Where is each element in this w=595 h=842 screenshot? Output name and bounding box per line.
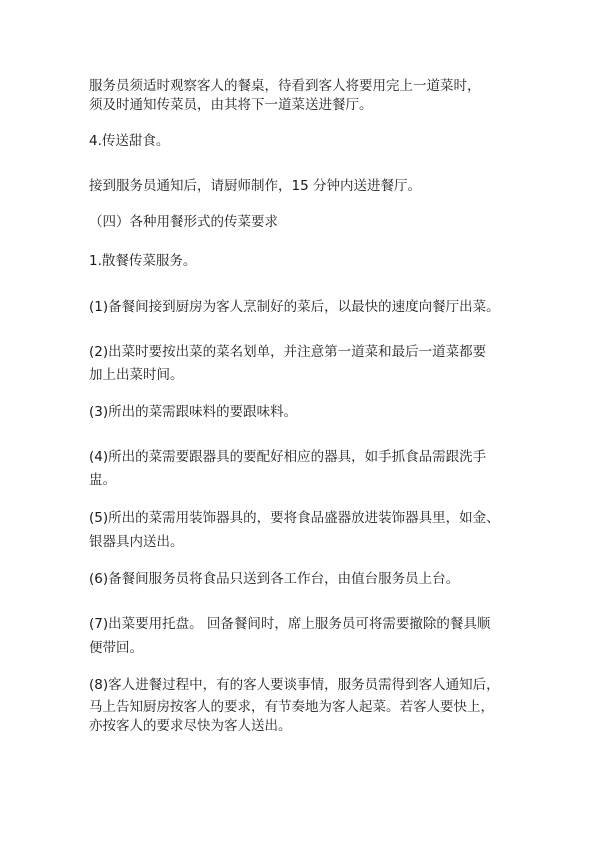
- text-line: 服务员须适时观察客人的餐桌，待看到客人将要用完上一道菜时，: [89, 78, 481, 94]
- text-line: 须及时通知传菜员，由其将下一道菜送进餐厅。: [89, 97, 373, 113]
- text-line: (4)所出的菜需要跟器具的要配好相应的器具，如手抓食品需跟洗手: [89, 449, 487, 465]
- text-line: (6)备餐间服务员将食品只送到各工作台，由值台服务员上台。: [89, 571, 460, 587]
- text-line: 4.传送甜食。: [89, 133, 170, 149]
- text-line: (1)备餐间接到厨房为客人烹制好的菜后，以最快的速度向餐厅出菜。: [89, 299, 500, 315]
- section-heading: （四）各种用餐形式的传菜要求: [89, 214, 278, 230]
- text-line: (3)所出的菜需跟味料的要跟味料。: [89, 404, 298, 420]
- text-line: (2)出菜时要按出菜的菜名划单，并注意第一道菜和最后一道菜都要: [89, 344, 487, 360]
- text-line: 马上告知厨房按客人的要求，有节奏地为客人起菜。若客人要快上，: [89, 699, 494, 715]
- text-line: 加上出菜时间。: [89, 367, 184, 383]
- text-line: 银器具内送出。: [89, 534, 184, 550]
- text-line: 盅。: [89, 472, 116, 488]
- text-line: (8)客人进餐过程中，有的客人要谈事情，服务员需得到客人通知后，: [89, 677, 500, 693]
- text-line: 便带回。: [89, 640, 143, 656]
- text-line: (7)出菜要用托盘。 回备餐间时，席上服务员可将需要撤除的餐具顺: [89, 616, 491, 632]
- text-line: 接到服务员通知后，请厨师制作，15 分钟内送进餐厅。: [89, 178, 421, 194]
- text-line: 1.散餐传菜服务。: [89, 253, 197, 269]
- text-line: (5)所出的菜需用装饰器具的，要将食品盛器放进装饰器具里，如金、: [89, 510, 500, 526]
- text-line: 亦按客人的要求尽快为客人送出。: [89, 718, 292, 734]
